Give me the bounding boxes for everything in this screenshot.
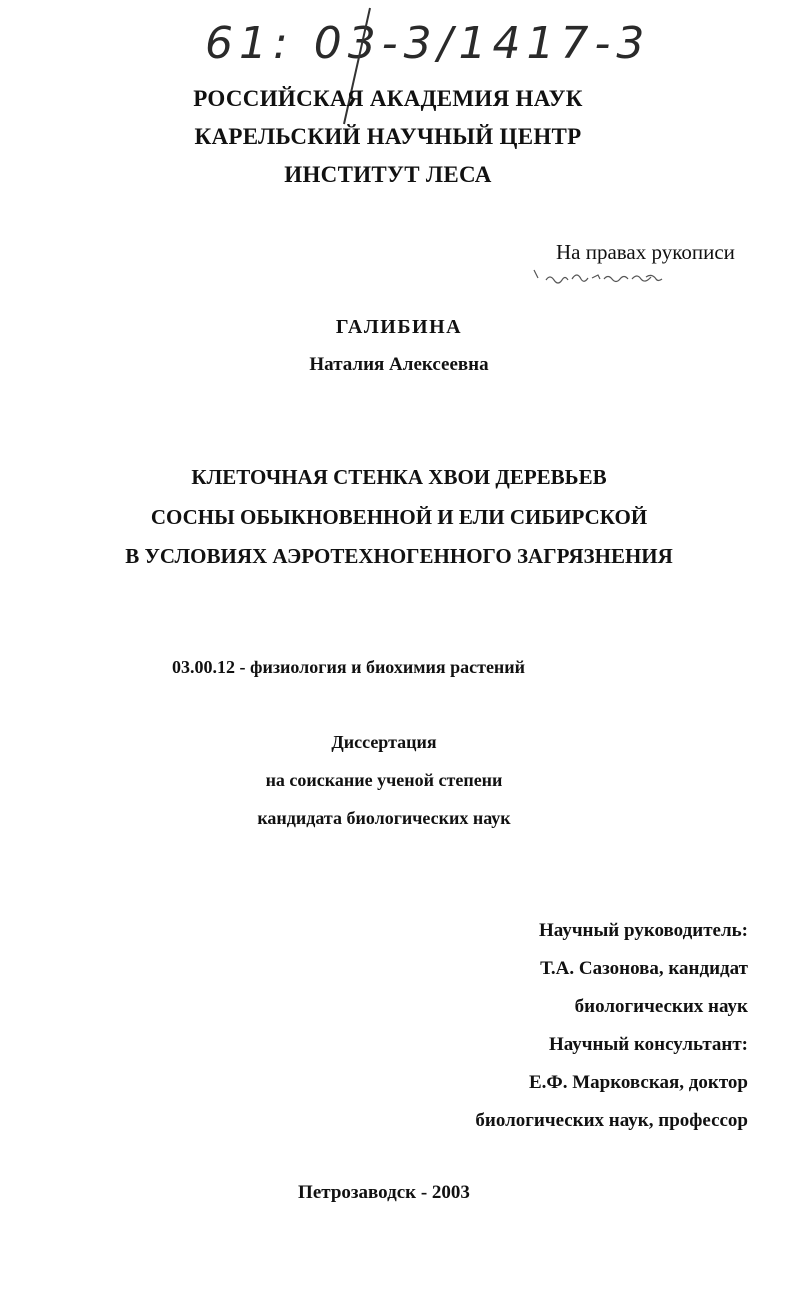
archive-number: 61: 03-3/1417-3 <box>205 18 651 69</box>
org-academy: РОССИЙСКАЯ АКАДЕМИЯ НАУК <box>193 86 583 111</box>
thesis-title-line-2: СОСНЫ ОБЫКНОВЕННОЙ И ЕЛИ СИБИРСКОЙ <box>150 505 648 529</box>
thesis-degree: кандидата биологических наук <box>257 808 511 828</box>
manuscript-note: На правах рукописи <box>556 240 735 264</box>
consultant-degree: биологических наук, профессор <box>475 1110 748 1131</box>
city-year: Петрозаводск - 2003 <box>298 1182 470 1203</box>
supervisor-name: Т.А. Сазонова, кандидат <box>540 958 748 979</box>
consultant-heading: Научный консультант: <box>548 1034 748 1055</box>
author-surname: ГАЛИБИНА <box>335 316 463 338</box>
org-institute: ИНСТИТУТ ЛЕСА <box>284 162 492 187</box>
supervisor-heading: Научный руководитель: <box>539 920 748 941</box>
handwritten-signature <box>532 266 672 288</box>
org-center: КАРЕЛЬСКИЙ НАУЧНЫЙ ЦЕНТР <box>194 124 582 149</box>
supervisor-degree: биологических наук <box>574 996 748 1017</box>
consultant-name: Е.Ф. Марковская, доктор <box>528 1072 748 1093</box>
thesis-title-line-1: КЛЕТОЧНАЯ СТЕНКА ХВОИ ДЕРЕВЬЕВ <box>191 465 607 489</box>
thesis-type: Диссертация <box>331 732 437 752</box>
thesis-title-line-3: В УСЛОВИЯХ АЭРОТЕХНОГЕННОГО ЗАГРЯЗНЕНИЯ <box>125 544 673 568</box>
thesis-purpose: на соискание ученой степени <box>265 770 503 790</box>
specialty-code: 03.00.12 - физиология и биохимия растений <box>172 657 526 677</box>
author-given-names: Наталия Алексеевна <box>309 354 489 375</box>
